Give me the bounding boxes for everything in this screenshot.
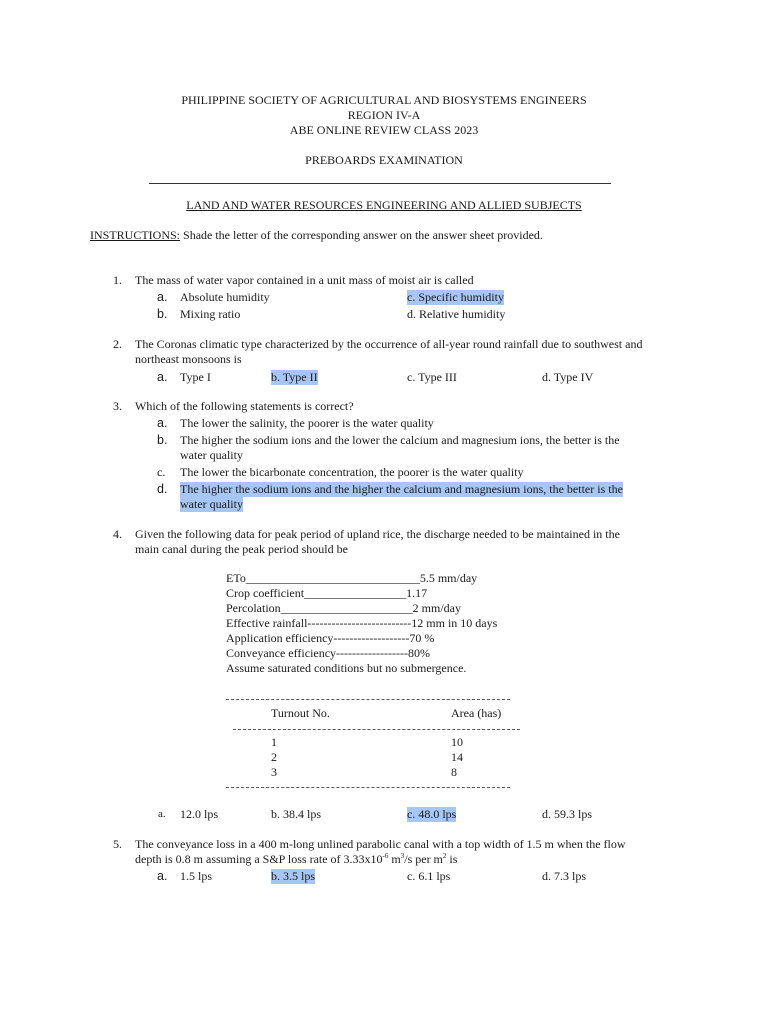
q4-data-percolation: Percolation______________________2 mm/day: [226, 601, 461, 615]
class-title: ABE ONLINE REVIEW CLASS 2023: [289, 123, 479, 137]
q2-stem-line1: The Coronas climatic type characterized by the occurrence of all-year round rainfall due to southwest and: [135, 337, 643, 351]
q3-option-d-answer-line1[interactable]: The higher the sodium ions and the higher the calcium and magnesium ions, the better is the: [180, 482, 623, 496]
table-cell: 8: [451, 765, 457, 779]
q5-stem-line1: The conveyance loss in a 400 m-long unlined parabolic canal with a top width of 1.5 m when the flow: [135, 837, 626, 851]
q1-option-a-letter[interactable]: a.: [157, 290, 168, 304]
table-top-border: [226, 699, 510, 700]
exam-title: PREBOARDS EXAMINATION: [305, 153, 463, 167]
q4-data-crop-coefficient: Crop coefficient_________________1.17: [226, 586, 428, 600]
q1-option-c-answer[interactable]: c. Specific humidity: [407, 290, 504, 304]
q4-data-effective-rainfall: Effective rainfall--------------------------12 mm in 10 days: [226, 616, 498, 630]
q5-option-d[interactable]: d. 7.3 lps: [542, 869, 587, 883]
q3-option-b-letter[interactable]: b.: [157, 433, 168, 447]
q3-option-d-letter[interactable]: d.: [157, 482, 168, 496]
q3-stem: Which of the following statements is correct?: [135, 399, 354, 413]
q5-option-a[interactable]: 1.5 lps: [180, 869, 213, 883]
q4-stem-line1: Given the following data for peak period of upland rice, the discharge needed to be maintained in the: [135, 527, 620, 541]
table-cell: 3: [271, 765, 277, 779]
table-cell: 14: [451, 750, 463, 764]
q2-number: 2.: [113, 337, 122, 351]
q1-option-b-letter[interactable]: b.: [157, 307, 168, 321]
table-header-divider: [233, 729, 520, 730]
q5-stem-line2: depth is 0.8 m assuming a S&P loss rate of $3.33x10^{-6}$ $m^3/s$ per $m^2$ is: [135, 852, 458, 866]
q4-option-a[interactable]: 12.0 lps: [180, 807, 219, 821]
table-cell: 2: [271, 750, 277, 764]
q5-option-c[interactable]: c. 6.1 lps: [407, 869, 451, 883]
q4-data-application-efficiency: Application efficiency-------------------70 %: [226, 631, 435, 645]
instructions: [90, 228, 543, 243]
q1-option-b[interactable]: Mixing ratio: [180, 307, 241, 321]
q3-option-c[interactable]: The lower the bicarbonate concentration, the poorer is the water quality: [180, 465, 524, 479]
q3-option-b-line1[interactable]: The higher the sodium ions and the lower the calcium and magnesium ions, the better is the: [180, 433, 620, 447]
instructions-text: Shade the letter of the corresponding answer on the answer sheet provided.: [183, 228, 543, 242]
q4-data-eto: ETo_____________________________5.5 mm/day: [226, 571, 478, 585]
q3-option-b-line2[interactable]: water quality: [180, 448, 243, 462]
q3-option-c-letter[interactable]: c.: [157, 465, 166, 479]
q3-option-d-answer-line2[interactable]: water quality: [180, 497, 243, 511]
q1-stem: The mass of water vapor contained in a unit mass of moist air is called: [135, 273, 474, 287]
header-divider: [149, 183, 611, 184]
q2-option-c[interactable]: c. Type III: [407, 370, 457, 384]
region: REGION IV-A: [347, 108, 421, 122]
q3-number: 3.: [113, 399, 122, 413]
q4-option-d[interactable]: d. 59.3 lps: [542, 807, 593, 821]
table-header-turnout: Turnout No.: [271, 706, 330, 720]
q5-option-b-answer[interactable]: b. 3.5 lps: [271, 869, 316, 883]
q4-data-conveyance-efficiency: Conveyance efficiency------------------80%: [226, 646, 430, 660]
q3-option-a-letter[interactable]: a.: [157, 416, 168, 430]
q4-stem-line2: main canal during the peak period should be: [135, 542, 348, 556]
subject-title: LAND AND WATER RESOURCES ENGINEERING AND ALLIED SUBJECTS: [186, 198, 582, 212]
q2-stem-line2: northeast monsoons is: [135, 352, 242, 366]
table-cell: 10: [451, 735, 463, 749]
q2-option-a[interactable]: Type I: [180, 370, 211, 384]
q4-option-a-letter[interactable]: a.: [158, 808, 166, 820]
q4-number: 4.: [113, 527, 122, 541]
q3-option-a[interactable]: The lower the salinity, the poorer is the water quality: [180, 416, 434, 430]
q5-number: 5.: [113, 837, 122, 851]
q4-option-c-answer[interactable]: c. 48.0 lps: [407, 807, 457, 821]
q4-data-assumption: Assume saturated conditions but no submergence.: [226, 661, 467, 675]
q2-option-d[interactable]: d. Type IV: [542, 370, 594, 384]
table-header-area: Area (has): [451, 706, 502, 720]
q2-option-b-answer[interactable]: b. Type II: [271, 370, 318, 384]
q4-option-b[interactable]: b. 38.4 lps: [271, 807, 322, 821]
org-name: PHILIPPINE SOCIETY OF AGRICULTURAL AND BIOSYSTEMS ENGINEERS: [181, 93, 587, 107]
table-cell: 1: [271, 735, 277, 749]
q1-option-d[interactable]: d. Relative humidity: [407, 307, 506, 321]
instructions-label: INSTRUCTIONS:: [90, 228, 181, 242]
q5-option-a-letter[interactable]: a.: [157, 869, 168, 883]
q2-option-a-letter[interactable]: a.: [157, 370, 168, 384]
q1-number: 1.: [113, 273, 122, 287]
table-bottom-border: [226, 787, 510, 788]
q1-option-a[interactable]: Absolute humidity: [180, 290, 270, 304]
